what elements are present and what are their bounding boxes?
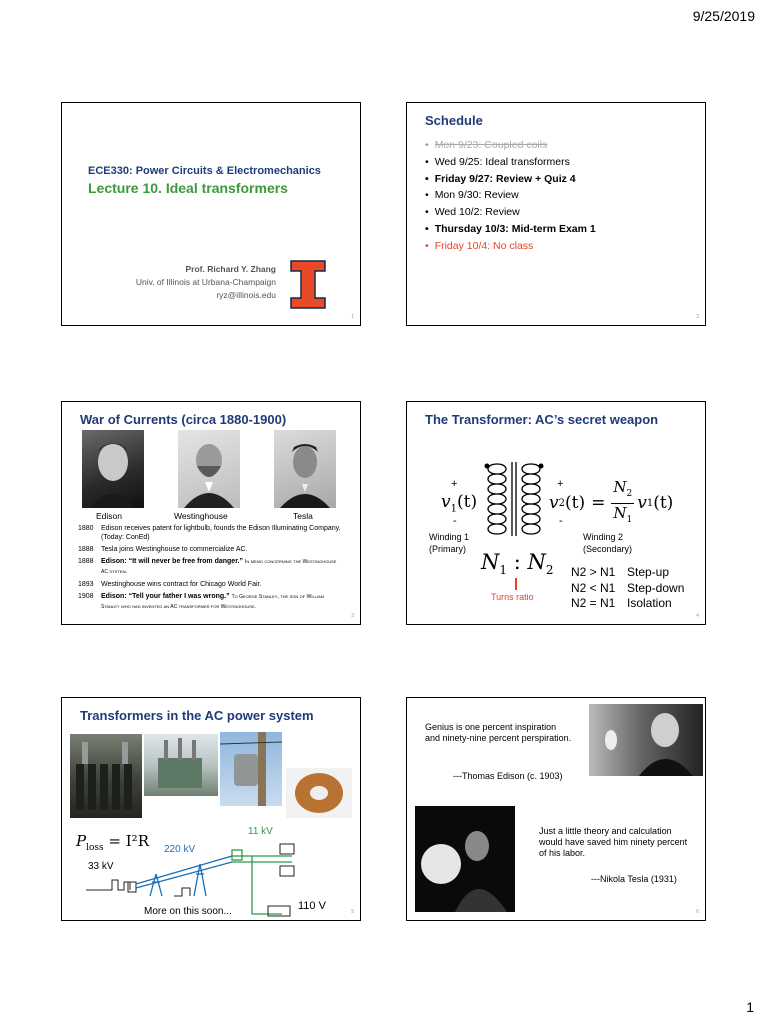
page-number: 1 [746,999,754,1015]
rule-row: N2 > N1 Step-up [571,565,670,579]
caption-tesla: Tesla [293,511,313,521]
slide-2 [406,102,706,326]
caption-westinghouse: Westinghouse [174,511,228,521]
toroidal-transformer-photo [286,768,352,818]
winding2-label: Winding 2 (Secondary) [583,532,633,554]
timeline-event: 1888 Tesla joins Westinghouse to commercialize AC. [78,546,248,553]
schedule-item: • Friday 9/27: Review + Quiz 4 [425,171,596,188]
label-33kv: 33 kV [88,861,114,872]
slide-6 [406,697,706,921]
schedule-item: • Wed 10/2: Review [425,204,596,221]
email: ryz@illinois.edu [216,290,276,300]
slide-4 [406,401,706,625]
slide-number: 5 [351,909,354,915]
more-soon-text: More on this soon... [144,906,232,917]
schedule-item: • Thursday 10/3: Mid-term Exam 1 [425,221,596,238]
edison-portrait [82,430,144,508]
v1-minus: - [453,515,457,527]
timeline-event: 1908 Edison: “Tell your father I was wrong.” To George Stanley, the son of William Stanley who had invented an AC transformer for Westinghouse. [78,593,325,610]
timeline-event: 1880 Edison receives patent for lightbulb, founds the Edison Illuminating Company. (Today: ConEd) [78,525,341,541]
v1-plus: + [451,478,458,490]
slide-title: The Transformer: AC’s secret weapon [425,412,659,427]
edison-quote: Genius is one percent inspiration and ninety-nine percent perspiration. [425,722,572,743]
schedule-item: • Wed 9/25: Ideal transformers [425,154,596,171]
label-110v: 110 V [298,900,326,912]
transformer-symbol [479,458,549,540]
slide-number: 1 [351,314,354,320]
schedule-item: • Mon 9/30: Review [425,187,596,204]
tesla-quote: Just a little theory and calculation would have saved him ninety percent of his labor. [539,826,688,858]
schedule-title: Schedule [425,113,483,128]
caption-edison: Edison [96,511,122,521]
slide-title: Transformers in the AC power system [80,708,314,723]
label-11kv: 11 kV [248,826,273,837]
rule-row: N2 = N1 Isolation [571,596,672,610]
substation-transformer-photo [144,734,218,796]
v2-equation: v 2 (t) = $\frac{N_2}{N_1}$ v 1 (t) [549,477,674,525]
slide-1 [61,102,361,326]
rule-row: N2 < N1 Step-down [571,580,685,595]
tesla-photo [415,806,515,912]
timeline-event: 1888 Edison: “It will never be free from danger.” In memo concerning the Westinghouse AC system. [78,558,337,575]
power-loss-formula: $P_{loss} = I^2R$ [76,832,149,853]
schedule-item: • Mon 9/23: Coupled coils [425,137,596,154]
tesla-portrait [274,430,336,508]
power-transformer-photo [70,734,142,818]
course-title: ECE330: Power Circuits & Electromechanics [88,165,321,177]
westinghouse-portrait [178,430,240,508]
professor-name: Prof. Richard Y. Zhang [185,264,276,274]
winding1-label: Winding 1 (Primary) [429,532,470,554]
v2-plus: + [557,478,564,490]
slide-number: 6 [696,909,699,915]
slide-title: War of Currents (circa 1880-1900) [80,412,287,427]
label-220kv: 220 kV [164,844,196,855]
lecture-title: Lecture 10. Ideal transformers [88,180,288,196]
edison-photo [589,704,703,776]
ratio-rules [571,565,684,612]
slide-number: 3 [351,613,354,619]
schedule-list [425,137,596,255]
slide-5 [61,697,361,921]
v1-label: $v_1(t)$ [441,492,478,515]
slide-3 [61,401,361,625]
turns-ratio-pointer [515,578,517,590]
page-date: 9/25/2019 [692,8,755,24]
tesla-attribution: ---Nikola Tesla (1931) [591,874,677,884]
timeline-event: 1893 Westinghouse wins contract for Chicago World Fair. [78,581,262,588]
timeline [78,524,342,612]
edison-attribution: ---Thomas Edison (c. 1903) [453,771,563,781]
schedule-item: • Friday 10/4: No class [425,238,596,255]
turns-ratio-expression: $N_1$ : $N_2$ [481,550,554,578]
pole-transformer-photo [220,732,282,806]
slide-number: 4 [696,613,699,619]
university: Univ. of Illinois at Urbana-Champaign [135,277,276,287]
v2-minus: - [559,515,563,527]
turns-ratio-label: Turns ratio [491,592,534,602]
slide-number: 2 [696,314,699,320]
illinois-logo [290,260,326,309]
